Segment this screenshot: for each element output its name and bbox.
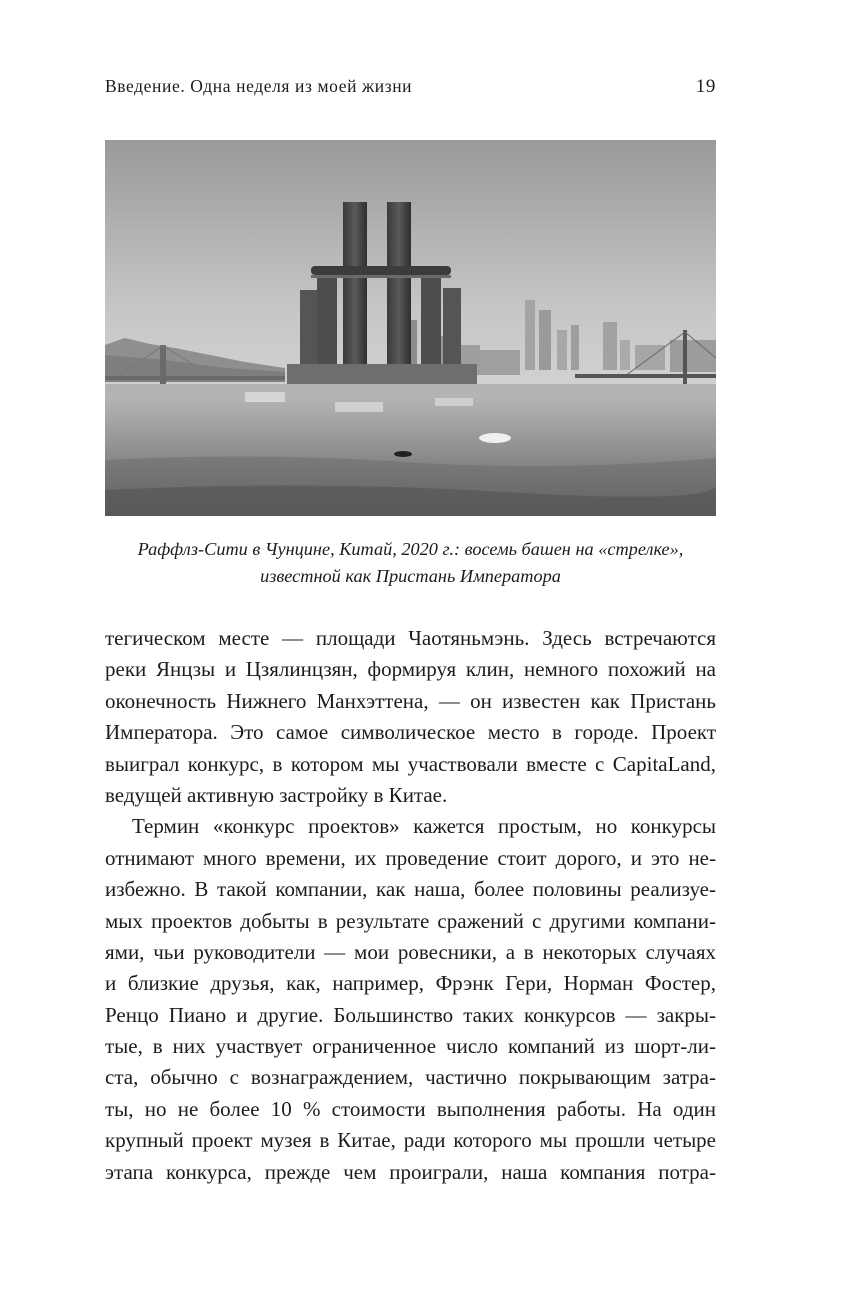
text-line: тые, в них участвует ограниченное число компаний из шорт-ли- (105, 1034, 716, 1059)
text-line: и близкие друзья, как, например, Фрэнк Гери, Норман Фостер, (105, 971, 716, 996)
text-line: избежно. В такой компании, как наша, более половины реализуе- (105, 877, 716, 902)
text-line: ведущей активную застройку в Китае. (105, 782, 448, 807)
text-line: отнимают много времени, их проведение стоит дорого, и это не- (105, 845, 716, 870)
paragraph-1 (105, 623, 716, 811)
text-line: реки Янцзы и Цзялинцзян, формируя клин, немного похожий на (105, 657, 716, 682)
paragraph-2 (105, 811, 716, 1188)
text-line: выиграл конкурс, в котором мы участвовали вместе с CapitaLand, (105, 751, 716, 776)
text-line: оконечность Нижнего Манхэттена, — он известен как Пристань (105, 688, 716, 713)
text-line: Термин «конкурс проектов» кажется простым, но конкурсы (132, 814, 716, 839)
raffles-city-illustration (105, 140, 716, 516)
caption-line: Раффлз-Сити в Чунцине, Китай, 2020 г.: восемь башен на «стрелке», (137, 539, 684, 559)
chapter-title: Введение. Одна неделя из моей жизни (105, 76, 413, 96)
text-line: ты, но не более 10 % стоимости выполнения работы. На один (105, 1096, 716, 1121)
text-line: крупный проект музея в Китае, ради которого мы прошли четыре (105, 1128, 716, 1153)
body-text (105, 623, 716, 1188)
raffles-city-photo (105, 140, 716, 516)
page-number: 19 (695, 76, 716, 97)
text-line: тегическом месте — площади Чаотяньмэнь. Здесь встречаются (105, 626, 716, 650)
text-line: ста, обычно с вознаграждением, частично покрывающим затра- (105, 1065, 716, 1090)
text-line: Императора. Это самое символическое место в городе. Проект (105, 720, 716, 745)
figure-caption (105, 536, 716, 590)
text-line: Ренцо Пиано и другие. Большинство таких конкурсов — закры- (105, 1002, 716, 1027)
caption-line: известной как Пристань Императора (260, 566, 561, 586)
text-line: мых проектов добыты в результате сражений с другими компани- (105, 908, 716, 933)
text-line: этапа конкурса, прежде чем проиграли, наша компания потра- (105, 1159, 716, 1184)
text-line: ями, чьи руководители — мои ровесники, а в некоторых случаях (105, 939, 716, 964)
running-head (105, 76, 716, 100)
